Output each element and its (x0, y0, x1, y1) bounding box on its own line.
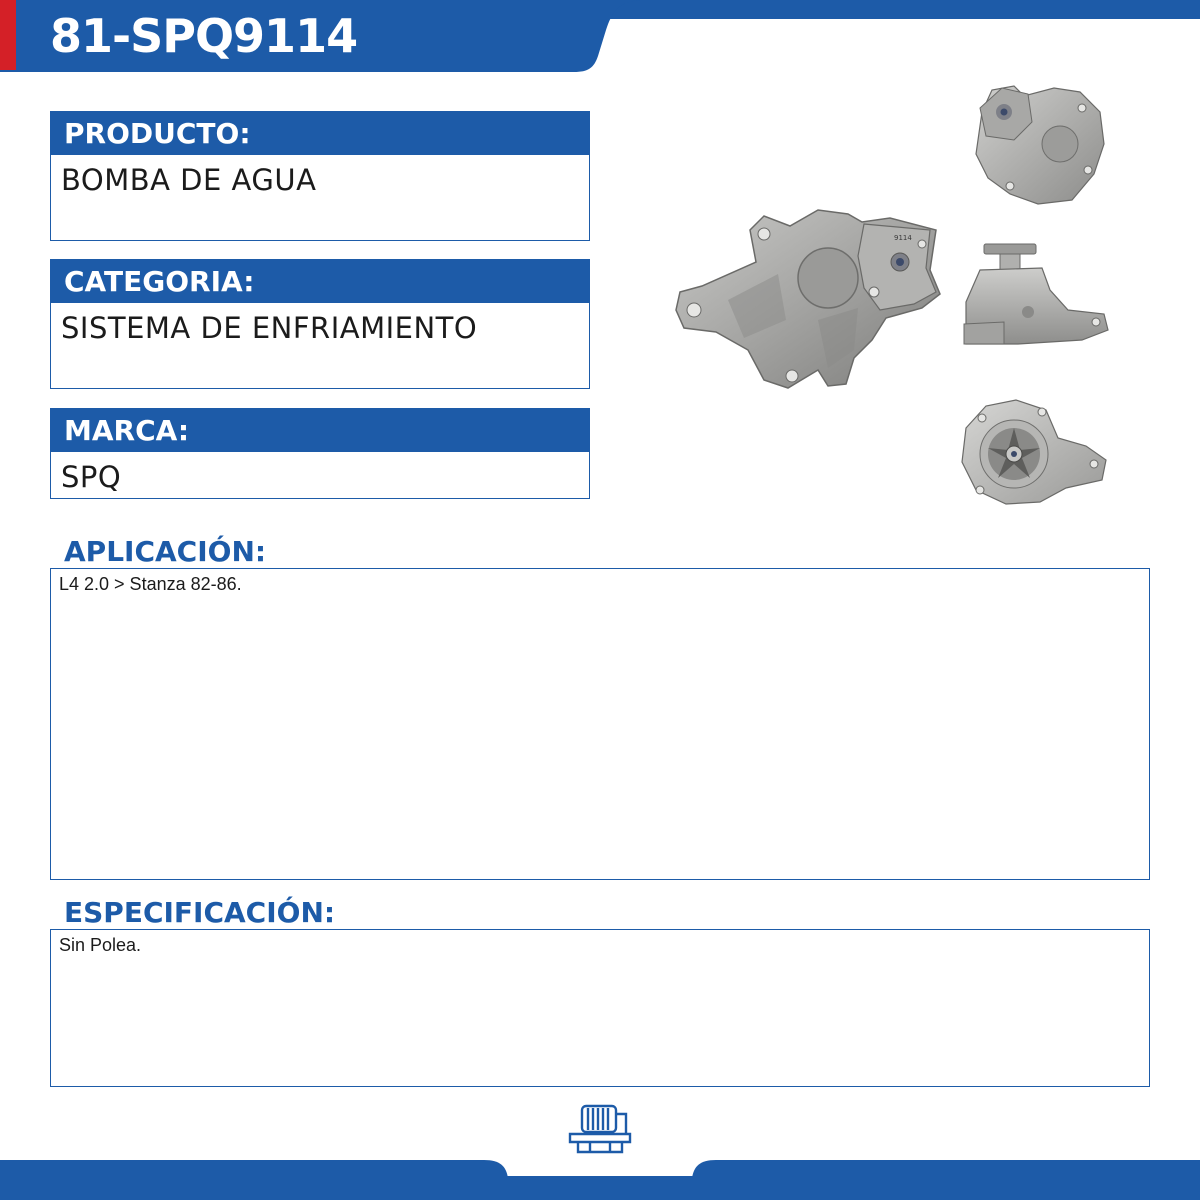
water-pump-photo-main (668, 200, 948, 395)
field-categoria-label: CATEGORIA: (50, 259, 590, 303)
field-categoria-value: SISTEMA DE ENFRIAMIENTO (50, 303, 590, 389)
field-categoria (50, 259, 590, 389)
field-producto-label: PRODUCTO: (50, 111, 590, 155)
aplicacion-title: APLICACIÓN: (64, 535, 267, 568)
field-marca-value: SPQ (50, 452, 590, 499)
field-producto (50, 111, 590, 241)
water-pump-photo-impeller (956, 398, 1108, 506)
part-stamp: 9114 (894, 234, 912, 242)
especificacion-title: ESPECIFICACIÓN: (64, 896, 336, 929)
field-marca-label: MARCA: (50, 408, 590, 452)
footer-label: ENFRIAMIENTO (547, 1162, 653, 1177)
water-pump-icon (560, 1100, 640, 1158)
field-marca (50, 408, 590, 499)
aplicacion-box: L4 2.0 > Stanza 82-86. (50, 568, 1150, 880)
field-producto-value: BOMBA DE AGUA (50, 155, 590, 241)
especificacion-box: Sin Polea. (50, 929, 1150, 1087)
water-pump-photo-top (968, 82, 1108, 206)
water-pump-photo-side (958, 240, 1110, 350)
part-number-title: 81-SPQ9114 (50, 9, 358, 63)
